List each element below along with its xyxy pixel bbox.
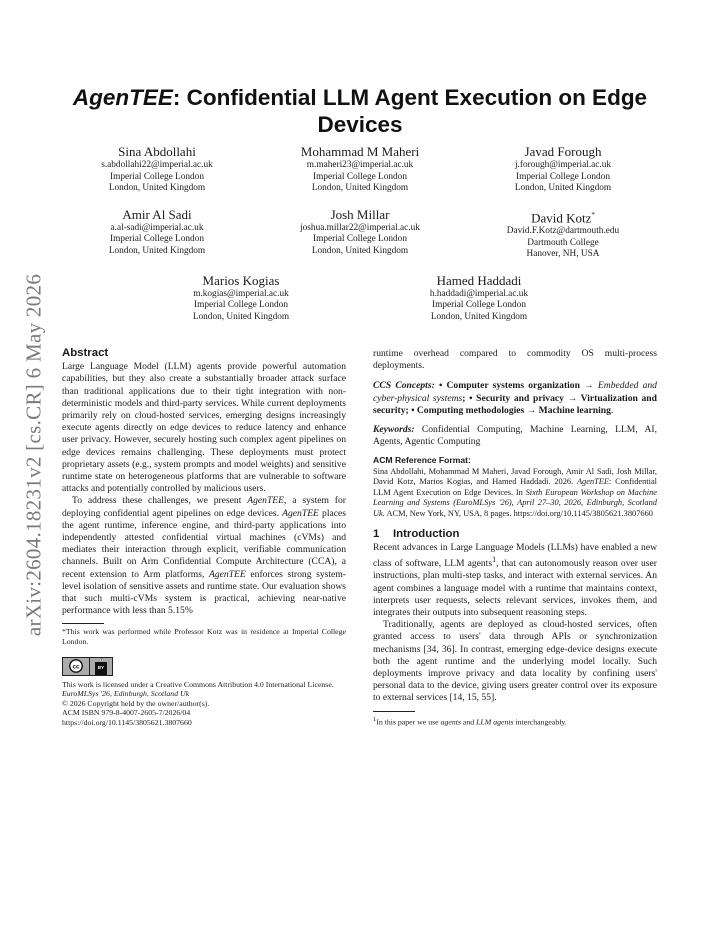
author-email: David.F.Kotz@dartmouth.edu (506, 226, 620, 237)
author-email: h.haddadi@imperial.ac.uk (429, 288, 529, 299)
paper-title (62, 84, 658, 138)
author-row-2 (62, 207, 658, 261)
author-affiliation: Imperial College London (194, 300, 288, 311)
copyright-line: © 2026 Copyright held by the owner/author(s). (62, 698, 210, 708)
author-affiliation: Imperial College London (110, 171, 204, 182)
doi-link[interactable]: https://doi.org/10.1145/3805621.3807660 (62, 718, 192, 728)
left-column (62, 347, 346, 728)
title-rest: : Confidential LLM Agent Execution on Edge Devices (172, 85, 648, 137)
author-row-1 (62, 144, 658, 195)
author-card (468, 207, 658, 261)
author-email: joshua.millar22@imperial.ac.uk (300, 222, 420, 233)
author-affiliation: Imperial College London (432, 300, 526, 311)
author-name: Amir Al Sadi (122, 206, 192, 222)
license-line: This work is licensed under a Creative Commons Attribution 4.0 International License. (62, 679, 334, 689)
abstract-paragraph-2-continued: runtime overhead compared to commodity OS multi-process deployments. (373, 348, 657, 372)
author-card (265, 207, 455, 261)
author-location: London, United Kingdom (108, 183, 206, 194)
acm-reference-body: Sina Abdollahi, Mohammad M Maheri, Javad Forough, Amir Al Sadi, Josh Millar, David Kotz, Marios Kogias, and Hamed Haddadi. 2026. AgenTEE: Confidential LLM Agent Execution on Edge Devices. In Sixth European Workshop on Machine Learning and Systems (EuroMLSys '26), April 27–30, 2026, Edinburgh, Scotland Uk. ACM, New York, NY, USA, 8 pages. https://doi.org/10.1145/3805621.3807660 (373, 466, 657, 518)
author-location: London, United Kingdom (430, 312, 528, 323)
right-column (373, 348, 657, 727)
author-card (62, 207, 252, 261)
author-email: a.al-sadi@imperial.ac.uk (110, 222, 204, 233)
author-name: David Kotz* (531, 210, 595, 226)
footnote-ref: 1 (492, 555, 497, 564)
author-email: j.forough@imperial.ac.uk (514, 160, 612, 170)
venue-line: EuroMLSys '26, Edinburgh, Scotland Uk (62, 689, 190, 699)
cc-icon (63, 658, 89, 675)
author-name: Mohammad M Maheri (300, 144, 420, 159)
author-card (62, 144, 252, 195)
author-location: London, United Kingdom (108, 245, 206, 256)
author-affiliation: Imperial College London (313, 171, 407, 182)
author-location: London, United Kingdom (311, 183, 409, 194)
footnote-1: $^1$In this paper we use agents and LLM agents interchangeably. (373, 715, 567, 727)
author-name: Hamed Haddadi (436, 272, 522, 288)
author-location: London, United Kingdom (192, 312, 290, 323)
author-row-3 (62, 273, 658, 324)
license-text (62, 680, 346, 728)
author-card (146, 273, 336, 324)
arxiv-stamp: arXiv:2604.18231v2 [cs.CR] 6 May 2026 (21, 273, 46, 637)
author-name: Sina Abdollahi (118, 144, 196, 159)
by-label: BY (95, 662, 107, 674)
author-card (265, 144, 455, 195)
author-footnote-mark: * (591, 210, 595, 219)
footnote-rule (62, 623, 104, 624)
author-affiliation: Dartmouth College (527, 237, 599, 248)
isbn-line: ACM ISBN 979-8-4007-2605-7/2026/04 (62, 708, 191, 718)
author-affiliation: Imperial College London (313, 234, 407, 245)
abstract-paragraph-2-tail-left: enforces strong system-level isolation of sensitive assets and runtime state. Our evaluation shows that such multi-cVMs system is practical, achieving near-native performance with less than 5.15% (62, 568, 346, 617)
abstract-paragraph-1: Large Language Model (LLM) agents provide powerful automation capabilities, but they also create a substantially broader attack surface than traditional applications due to their tight integration with non-deterministic models and third-party services. While current deployments primarily rely on cloud-hosted services, emerging designs increasingly execute agents directly on edge devices to reduce latency and enhance user privacy. However, securely hosting such complex agent pipelines on edge devices remains challenging. These deployments must protect proprietary assets (e.g., system prompts and model weights) and sensitive runtime state on heterogeneous platforms that are vulnerable to software attacks and potentially controlled by malicious users. (62, 361, 346, 495)
intro-paragraph-1: Recent advances in Large Language Models (LLMs) have enabled a new class of software, LLM agents$^1$, that can autonomously reason over user instructions, plan multi-step tasks, and interact with external services. An agent combines a language model with a runtime that maintains context, interprets user requests, selects relevant services, invokes them, and integrates their outputs into subsequent reasoning steps. (373, 541, 657, 618)
author-affiliation: Imperial College London (110, 234, 204, 245)
section-heading-introduction: 1 Introduction (373, 527, 460, 540)
footnote-rule (373, 711, 415, 712)
abstract-heading: Abstract (62, 347, 109, 359)
svg-text:cc: cc (72, 663, 80, 671)
title-system-name: AgenTEE (72, 85, 173, 110)
ccs-concepts: CCS Concepts: • Computer systems organization → Embedded and cyber-physical systems; • Security and privacy → Virtualization and security; • Computing methodologies → Machine learning. (373, 380, 657, 416)
author-location: London, United Kingdom (514, 183, 612, 194)
author-email: m.kogias@imperial.ac.uk (193, 288, 289, 299)
author-email: s.abdollahi22@imperial.ac.uk (101, 160, 213, 170)
author-location: London, United Kingdom (311, 245, 409, 256)
author-block (62, 144, 658, 336)
footnote-kotz: *This work was performed while Professor Kotz was in residence at Imperial College London. (62, 627, 346, 647)
author-affiliation: Imperial College London (516, 171, 610, 182)
cc-by-license-badge (62, 657, 113, 676)
intro-paragraph-2: Traditionally, agents are deployed as cloud-hosted services, often granted access to users' data through APIs or synchronization mechanisms [34, 36]. In contrast, emerging edge-device designs execute both the agent runtime and the underlying model locally. Such deployments improve privacy and data locality by confining users' personal data to the device, giving users greater control over its exposure to external services [14, 15, 55]. (373, 619, 657, 704)
cc-logo-icon (68, 659, 84, 673)
abstract-paragraph-2: To address these challenges, we present AgenTEE, a system for deploying confidential agent pipelines on edge devices. AgenTEE places the agent runtime, inference engine, and third-party applications into independently attested confidential virtual machines (cVMs) and mediates their interaction through explicit, verifiable communication channels. Built on Arm Confidential Compute Architecture (CCA), a recent extension to Arm platforms, AgenTEE enforces strong system-level isolation of sensitive assets and runtime state. Our evaluation shows that such multi-cVMs system is practical, achieving near-native performance with less than 5.15% (62, 495, 346, 617)
author-name: Marios Kogias (202, 272, 280, 288)
author-email: m.maheri23@imperial.ac.uk (306, 160, 414, 170)
author-name: Javad Forough (524, 144, 602, 159)
author-name: Josh Millar (330, 206, 390, 222)
acm-reference-heading: ACM Reference Format: (373, 455, 471, 466)
author-location: Hanover, NH, USA (526, 249, 600, 260)
by-icon (89, 658, 112, 675)
keywords: Keywords: Confidential Computing, Machine Learning, LLM, AI, Agents, Agentic Computing (373, 424, 657, 448)
author-card (384, 273, 574, 324)
attribution-person-icon (97, 658, 106, 662)
author-card (468, 144, 658, 195)
